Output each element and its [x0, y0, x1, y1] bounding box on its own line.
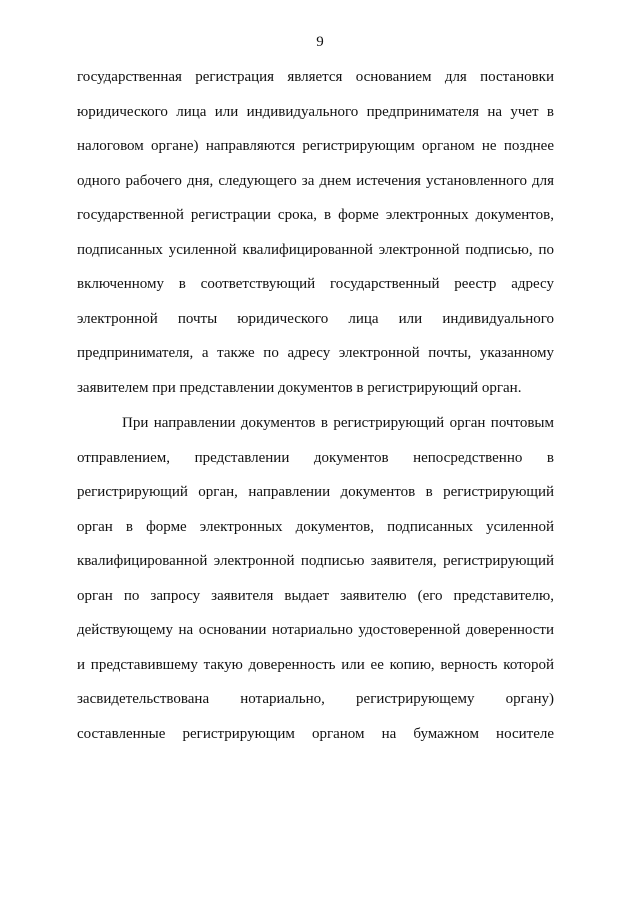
- paragraph: [77, 406, 554, 751]
- document-body: [77, 406, 554, 751]
- document-body: [77, 60, 554, 405]
- text-line: и представившему такую доверенность или ее копию, верность которой: [77, 656, 554, 673]
- text-line: государственная регистрация является основанием для постановки: [77, 69, 554, 85]
- text-line: заявителем при представлении документов в регистрирующий орган.: [77, 379, 522, 396]
- text-line: государственной регистрации срока, в форме электронных документов,: [77, 207, 554, 223]
- text-line: подписанных усиленной квалифицированной электронной подписью, по: [77, 241, 554, 258]
- text-line: юридического лица или индивидуального предпринимателя на учет в: [77, 103, 554, 120]
- text-line: составленные регистрирующим органом на бумажном носителе: [77, 725, 554, 742]
- text-line: одного рабочего дня, следующего за днем истечения установленного для: [77, 172, 554, 189]
- text-line: отправлением, представлении документов непосредственно в: [77, 449, 554, 466]
- text-line: регистрирующий орган, направлении документов в регистрирующий: [77, 484, 554, 500]
- text-line: налоговом органе) направляются регистрирующим органом не позднее: [77, 138, 554, 154]
- text-line: действующему на основании нотариально удостоверенной доверенности: [77, 622, 554, 638]
- text-line: При направлении документов в регистрирующий орган почтовым: [122, 415, 554, 431]
- paragraph: [77, 60, 554, 405]
- page-number: 9: [316, 34, 324, 50]
- text-line: предпринимателя, а также по адресу электронной почты, указанному: [77, 345, 554, 361]
- text-line: орган по запросу заявителя выдает заявителю (его представителю,: [77, 587, 554, 604]
- text-line: квалифицированной электронной подписью заявителя, регистрирующий: [77, 553, 554, 569]
- text-line: электронной почты юридического лица или индивидуального: [77, 310, 554, 327]
- text-line: включенному в соответствующий государственный реестр адресу: [77, 276, 554, 292]
- text-line: орган в форме электронных документов, подписанных усиленной: [77, 518, 554, 535]
- text-line: засвидетельствована нотариально, регистрирующему органу): [77, 691, 554, 707]
